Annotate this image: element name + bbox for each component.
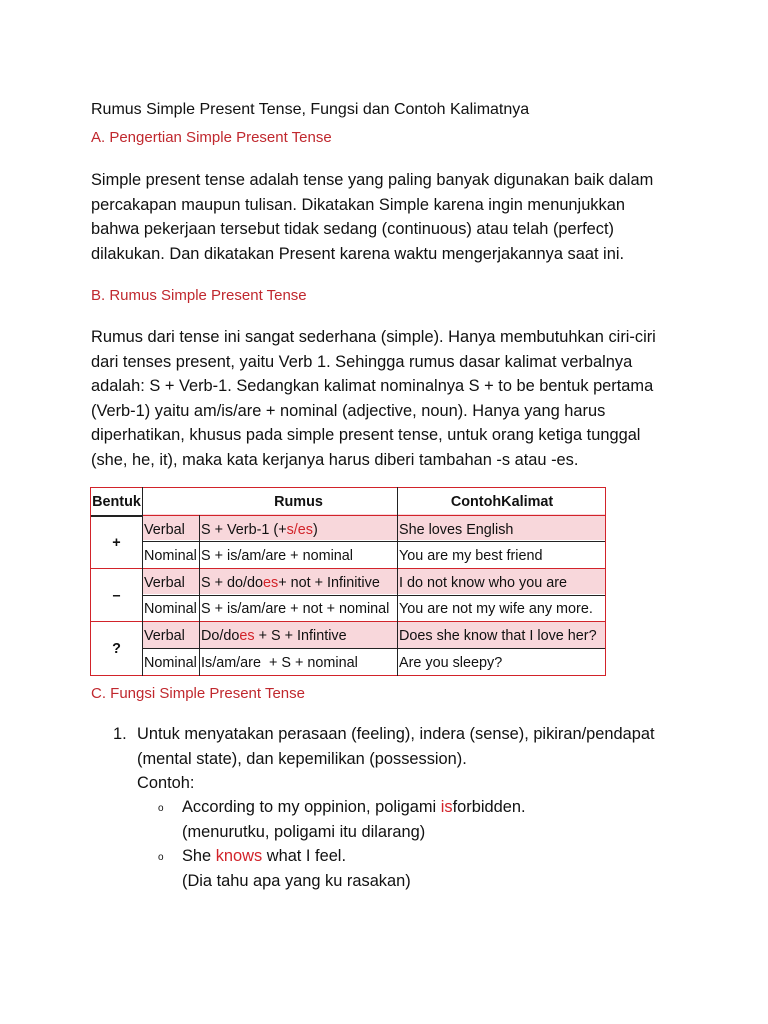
rules-table	[90, 487, 606, 676]
type-cell: Nominal	[144, 601, 197, 617]
list-item-line: Contoh:	[137, 774, 195, 793]
table-border	[199, 515, 200, 676]
example-highlight: knows	[215, 847, 263, 865]
document-title: Rumus Simple Present Tense, Fungsi dan Contoh Kalimatnya	[91, 101, 530, 118]
header-bentuk: Bentuk	[92, 493, 141, 510]
example-cell: She loves English	[399, 521, 514, 538]
table-border	[90, 515, 143, 517]
formula-text: S + Verb-1 (+	[201, 521, 287, 538]
example-text: According to my oppinion, poligami	[182, 798, 441, 816]
formula-text: + S + Infintive	[254, 627, 347, 644]
example-cell: You are my best friend	[399, 548, 543, 564]
section-heading-c: C. Fungsi Simple Present Tense	[91, 685, 305, 702]
example-cell: I do not know who you are	[399, 574, 567, 591]
header-rumus: Rumus	[274, 493, 323, 510]
form-negative: –	[112, 587, 121, 604]
table-border	[90, 675, 606, 676]
example-sentence	[182, 795, 526, 820]
example-cell: You are not my wife any more.	[399, 601, 593, 617]
formula-text: S + do/do	[201, 574, 264, 591]
formula-text: Do/do	[201, 627, 240, 644]
table-border	[90, 568, 606, 569]
type-cell: Verbal	[144, 574, 185, 591]
formula-cell: S + is/am/are + nominal	[201, 548, 353, 564]
bullet-icon: o	[158, 803, 164, 814]
example-translation: (Dia tahu apa yang ku rasakan)	[182, 871, 411, 890]
formula-text: + not + Infinitive	[278, 574, 380, 591]
example-item	[182, 844, 411, 893]
table-border	[143, 648, 606, 649]
header-contoh: ContohKalimat	[450, 493, 554, 510]
example-cell: Does she know that I love her?	[399, 627, 597, 644]
paragraph-line: dari tenses present, yaitu Verb 1. Sehingga rumus dasar kalimat verbalnya	[91, 352, 633, 371]
list-item	[137, 722, 655, 796]
list-number: 1.	[113, 725, 127, 743]
paragraph-line: percakapan maupun tulisan. Dikatakan Simple karena ingin menunjukkan	[91, 195, 625, 214]
type-cell: Verbal	[144, 627, 185, 644]
formula-cell	[201, 516, 318, 543]
list-item-line: Untuk menyatakan perasaan (feeling), indera (sense), pikiran/pendapat	[137, 725, 655, 743]
table-border	[143, 515, 606, 516]
formula-highlight: s/es	[286, 521, 313, 538]
example-text: what I feel.	[262, 847, 347, 865]
form-question: ?	[112, 641, 121, 657]
formula-cell	[201, 569, 380, 596]
paragraph-rumus	[91, 325, 691, 473]
paragraph-line: dilakukan. Dan dikatakan Present karena waktu mengerjakannya saat ini.	[91, 244, 625, 263]
table-border	[90, 621, 606, 622]
formula-cell: S + is/am/are + not + nominal	[201, 601, 390, 617]
table-border	[397, 487, 398, 676]
paragraph-line: diperhatikan, khusus pada simple present tense, untuk orang ketiga tunggal	[91, 426, 641, 445]
formula-cell: Is/am/are + S + nominal	[201, 654, 358, 671]
formula-highlight: es	[239, 627, 255, 644]
example-translation: (menurutku, poligami itu dilarang)	[182, 822, 426, 841]
section-heading-b: B. Rumus Simple Present Tense	[91, 287, 307, 304]
paragraph-line: Rumus dari tense ini sangat sederhana (simple). Hanya membutuhkan ciri-ciri	[91, 328, 656, 346]
formula-highlight: es	[263, 574, 279, 591]
paragraph-line: bahwa pekerjaan tersebut tidak sedang (continuous) atau telah (perfect)	[91, 220, 615, 239]
example-item	[182, 795, 526, 844]
paragraph-line: Simple present tense adalah tense yang paling banyak digunakan baik dalam	[91, 171, 654, 189]
section-heading-a: A. Pengertian Simple Present Tense	[91, 129, 332, 146]
paragraph-line: adalah: S + Verb-1. Sedangkan kalimat nominalnya S + to be bentuk pertama	[91, 377, 654, 396]
example-text: forbidden.	[452, 798, 526, 816]
table-border	[90, 487, 606, 488]
table-border	[143, 595, 606, 596]
example-sentence	[182, 844, 411, 869]
formula-cell	[201, 622, 347, 649]
table-border	[142, 487, 143, 676]
table-border	[605, 487, 606, 676]
table-border	[143, 541, 606, 542]
type-cell: Nominal	[144, 548, 197, 564]
table-border	[90, 487, 91, 676]
bullet-icon: o	[158, 852, 164, 863]
example-cell: Are you sleepy?	[399, 654, 503, 671]
form-positive: +	[112, 534, 121, 551]
formula-text: )	[313, 521, 318, 538]
paragraph-line: (Verb-1) yaitu am/is/are + nominal (adjective, noun). Hanya yang harus	[91, 401, 606, 420]
type-cell: Nominal	[144, 654, 197, 671]
type-cell: Verbal	[144, 521, 185, 538]
paragraph-pengertian	[91, 168, 691, 266]
example-highlight: is	[440, 798, 453, 816]
list-item-line: (mental state), dan kepemilikan (possession).	[137, 749, 467, 768]
example-text: She	[182, 847, 216, 865]
paragraph-line: (she, he, it), maka kata kerjanya harus diberi tambahan -s atau -es.	[91, 450, 579, 469]
